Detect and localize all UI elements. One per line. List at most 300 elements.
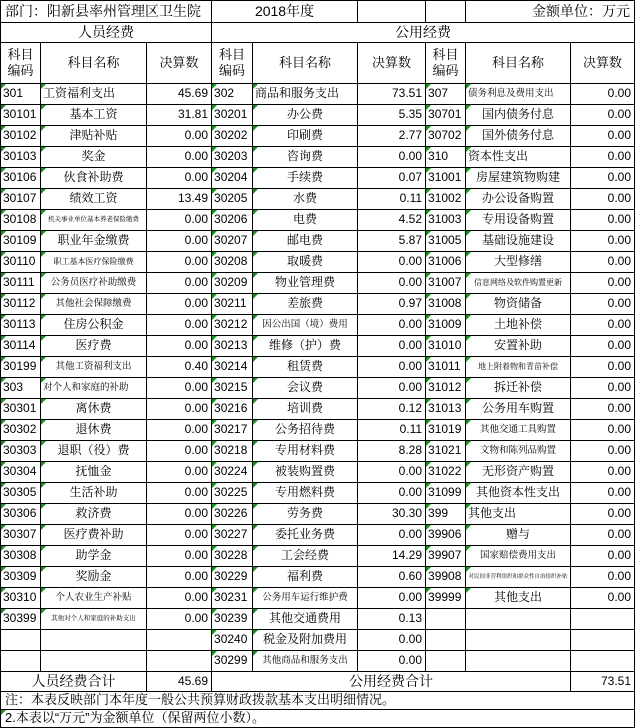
amount-cell: 45.69 (147, 84, 212, 105)
subject-code-cell: 30106 (1, 168, 41, 189)
subject-name-cell: 税金及附加费用 (253, 630, 358, 651)
subject-code-cell (426, 609, 466, 630)
subject-code-cell: 30306 (1, 504, 41, 525)
amount-cell: 4.52 (358, 210, 426, 231)
subject-code-cell: 30307 (1, 525, 41, 546)
subject-code-cell: 30702 (426, 126, 466, 147)
subject-code-cell: 31003 (426, 210, 466, 231)
column-header-name: 科目名称 (253, 43, 358, 84)
amount-cell: 0.00 (358, 525, 426, 546)
amount-cell: 0.00 (571, 294, 635, 315)
amount-cell: 0.00 (571, 252, 635, 273)
table-row (1, 231, 635, 252)
subject-name-cell: 维修（护）费 (253, 336, 358, 357)
subject-code-cell: 30304 (1, 462, 41, 483)
subject-name-cell: 物资储备 (466, 294, 571, 315)
table-row (1, 588, 635, 609)
subject-code-cell: 30211 (212, 294, 253, 315)
amount-cell: 73.51 (358, 84, 426, 105)
public-total-label: 公用经费合计 (212, 672, 571, 692)
subject-code-cell: 30228 (212, 546, 253, 567)
amount-cell: 2.77 (358, 126, 426, 147)
table-row (1, 651, 635, 672)
subject-code-cell: 31007 (426, 273, 466, 294)
subject-code-cell: 30213 (212, 336, 253, 357)
subject-name-cell: 商品和服务支出 (253, 84, 358, 105)
subject-name-cell: 无形资产购置 (466, 462, 571, 483)
subject-code-cell: 31022 (426, 462, 466, 483)
amount-cell: 0.00 (571, 336, 635, 357)
table-row (1, 168, 635, 189)
subject-name-cell: 住房公积金 (41, 315, 147, 336)
table-row (1, 609, 635, 630)
subject-code-cell: 31099 (426, 483, 466, 504)
subject-code-cell: 30229 (212, 567, 253, 588)
public-total-value: 73.51 (571, 672, 635, 692)
subject-name-cell: 公务招待费 (253, 420, 358, 441)
table-row (1, 441, 635, 462)
column-header-code: 科目编码 (1, 43, 41, 84)
subject-code-cell: 301 (1, 84, 41, 105)
amount-cell: 0.00 (147, 252, 212, 273)
amount-cell: 0.00 (571, 105, 635, 126)
subject-code-cell: 30299 (212, 651, 253, 672)
subject-code-cell: 30399 (1, 609, 41, 630)
amount-cell: 0.00 (571, 273, 635, 294)
amount-cell: 0.07 (358, 168, 426, 189)
note-line-2: 2.本表以“万元”为金额单位（保留两位小数）。 (1, 710, 635, 728)
amount-cell: 0.00 (571, 126, 635, 147)
subject-code-cell: 30208 (212, 252, 253, 273)
subject-name-cell: 其他对个人和家庭的补助支出 (41, 609, 147, 630)
subject-name-cell: 离休费 (41, 399, 147, 420)
amount-cell: 0.00 (147, 294, 212, 315)
subject-name-cell: 福利费 (253, 567, 358, 588)
amount-cell: 0.00 (147, 126, 212, 147)
column-header-amount: 决算数 (571, 43, 635, 84)
amount-cell: 0.97 (358, 294, 426, 315)
table-row (1, 147, 635, 168)
subject-code-cell: 30111 (1, 273, 41, 294)
amount-cell: 0.00 (147, 483, 212, 504)
subject-name-cell: 其他商品和服务支出 (253, 651, 358, 672)
amount-cell: 0.00 (147, 525, 212, 546)
subject-name-cell: 公务用车购置 (466, 399, 571, 420)
summary-row (1, 672, 635, 692)
note-row (1, 692, 635, 710)
subject-code-cell: 31005 (426, 231, 466, 252)
amount-cell: 0.00 (358, 588, 426, 609)
amount-cell: 0.00 (358, 483, 426, 504)
subject-name-cell: 绩效工资 (41, 189, 147, 210)
subject-name-cell: 电费 (253, 210, 358, 231)
subject-code-cell: 30308 (1, 546, 41, 567)
empty-cell (358, 1, 426, 23)
amount-cell: 0.00 (571, 399, 635, 420)
subject-name-cell: 咨询费 (253, 147, 358, 168)
subject-name-cell: 伙食补助费 (41, 168, 147, 189)
subject-name-cell: 机关事业单位基本养老保险缴费 (41, 210, 147, 231)
subject-name-cell: 抚恤金 (41, 462, 147, 483)
amount-cell: 0.00 (147, 378, 212, 399)
subject-name-cell: 对民间非营利组织和群众性自治组织补贴 (466, 567, 571, 588)
amount-cell: 0.00 (147, 315, 212, 336)
amount-cell: 14.29 (358, 546, 426, 567)
table-row (1, 525, 635, 546)
amount-cell: 0.00 (147, 168, 212, 189)
subject-name-cell: 职工基本医疗保险缴费 (41, 252, 147, 273)
subject-name-cell: 其他交通工具购置 (466, 420, 571, 441)
subject-code-cell: 30303 (1, 441, 41, 462)
subject-name-cell: 专用设备购置 (466, 210, 571, 231)
subject-name-cell: 资本性支出 (466, 147, 571, 168)
table-row (1, 462, 635, 483)
subject-name-cell: 专用燃料费 (253, 483, 358, 504)
subject-name-cell: 退休费 (41, 420, 147, 441)
subject-code-cell: 30203 (212, 147, 253, 168)
subject-name-cell: 助学金 (41, 546, 147, 567)
subject-name-cell: 个人农业生产补贴 (41, 588, 147, 609)
subject-name-cell: 生活补助 (41, 483, 147, 504)
table-row (1, 315, 635, 336)
subject-name-cell: 印刷费 (253, 126, 358, 147)
amount-cell: 0.00 (571, 462, 635, 483)
table-row (1, 504, 635, 525)
amount-cell: 0.00 (358, 147, 426, 168)
amount-cell: 0.00 (147, 546, 212, 567)
note-row (1, 710, 635, 728)
amount-cell (147, 651, 212, 672)
subject-name-cell: 取暖费 (253, 252, 358, 273)
amount-cell: 0.00 (358, 273, 426, 294)
amount-cell: 0.00 (147, 504, 212, 525)
subject-code-cell: 30302 (1, 420, 41, 441)
subject-code-cell: 30201 (212, 105, 253, 126)
personnel-section-title: 人员经费 (1, 23, 212, 43)
amount-cell: 0.00 (147, 147, 212, 168)
subject-name-cell: 职业年金缴费 (41, 231, 147, 252)
table-row (1, 84, 635, 105)
subject-name-cell: 土地补偿 (466, 315, 571, 336)
subject-code-cell: 31013 (426, 399, 466, 420)
subject-code-cell: 30215 (212, 378, 253, 399)
table-row (1, 252, 635, 273)
subject-code-cell: 30310 (1, 588, 41, 609)
amount-cell: 0.11 (358, 189, 426, 210)
amount-cell: 0.00 (358, 378, 426, 399)
subject-name-cell: 物业管理费 (253, 273, 358, 294)
subject-name-cell: 其他支出 (466, 588, 571, 609)
column-header-name: 科目名称 (466, 43, 571, 84)
amount-cell: 0.00 (147, 420, 212, 441)
table-row (1, 399, 635, 420)
table-row (1, 294, 635, 315)
subject-code-cell: 30224 (212, 462, 253, 483)
subject-code-cell: 31001 (426, 168, 466, 189)
amount-cell: 5.87 (358, 231, 426, 252)
subject-name-cell (466, 630, 571, 651)
amount-cell: 0.00 (571, 588, 635, 609)
subject-code-cell: 30209 (212, 273, 253, 294)
amount-cell: 0.00 (358, 315, 426, 336)
table-row (1, 189, 635, 210)
subject-name-cell: 奖金 (41, 147, 147, 168)
table-row (1, 567, 635, 588)
subject-name-cell: 工会经费 (253, 546, 358, 567)
table-row (1, 420, 635, 441)
subject-code-cell: 30239 (212, 609, 253, 630)
subject-name-cell: 其他支出 (466, 504, 571, 525)
subject-name-cell: 水费 (253, 189, 358, 210)
amount-cell (571, 630, 635, 651)
subject-name-cell: 奖励金 (41, 567, 147, 588)
subject-name-cell: 办公设备购置 (466, 189, 571, 210)
amount-cell (571, 609, 635, 630)
subject-name-cell: 安置补助 (466, 336, 571, 357)
amount-cell: 0.00 (147, 441, 212, 462)
subject-code-cell: 30101 (1, 105, 41, 126)
subject-name-cell: 劳务费 (253, 504, 358, 525)
subject-name-cell: 文物和陈列品购置 (466, 441, 571, 462)
subject-code-cell: 310 (426, 147, 466, 168)
personnel-total-label: 人员经费合计 (1, 672, 147, 692)
subject-code-cell: 30214 (212, 357, 253, 378)
subject-code-cell: 30301 (1, 399, 41, 420)
table-row (1, 630, 635, 651)
department-cell: 部门：阳新县率州管理区卫生院 (1, 1, 212, 23)
amount-cell: 0.00 (571, 315, 635, 336)
subject-name-cell: 津贴补贴 (41, 126, 147, 147)
table-row (1, 357, 635, 378)
subject-code-cell: 30206 (212, 210, 253, 231)
subject-code-cell: 30305 (1, 483, 41, 504)
year-cell: 2018年度 (212, 1, 358, 23)
subject-name-cell: 救济费 (41, 504, 147, 525)
subject-name-cell: 基本工资 (41, 105, 147, 126)
subject-code-cell: 30240 (212, 630, 253, 651)
amount-cell: 0.00 (358, 462, 426, 483)
unit-cell: 金额单位：万元 (466, 1, 635, 23)
section-title-row (1, 23, 635, 43)
subject-name-cell: 对个人和家庭的补助 (41, 378, 147, 399)
table-row (1, 336, 635, 357)
amount-cell: 0.00 (147, 588, 212, 609)
amount-cell: 31.81 (147, 105, 212, 126)
subject-code-cell: 31011 (426, 357, 466, 378)
column-header-row (1, 43, 635, 84)
subject-code-cell: 30107 (1, 189, 41, 210)
subject-name-cell: 因公出国（境）费用 (253, 315, 358, 336)
subject-code-cell: 30212 (212, 315, 253, 336)
subject-name-cell: 赠与 (466, 525, 571, 546)
column-header-name: 科目名称 (41, 43, 147, 84)
table-row (1, 483, 635, 504)
subject-name-cell: 其他交通费用 (253, 609, 358, 630)
title-row (1, 1, 635, 23)
table-row (1, 378, 635, 399)
subject-code-cell: 39907 (426, 546, 466, 567)
table-row (1, 546, 635, 567)
subject-code-cell (426, 651, 466, 672)
subject-name-cell: 退职（役）费 (41, 441, 147, 462)
subject-code-cell: 30309 (1, 567, 41, 588)
amount-cell: 0.00 (358, 357, 426, 378)
subject-code-cell: 31010 (426, 336, 466, 357)
subject-code-cell: 30227 (212, 525, 253, 546)
note-line-1: 注：本表反映部门本年度一般公共预算财政拨款基本支出明细情况。 (1, 692, 635, 710)
amount-cell: 0.00 (571, 525, 635, 546)
subject-name-cell: 邮电费 (253, 231, 358, 252)
amount-cell: 0.00 (571, 147, 635, 168)
subject-name-cell: 会议费 (253, 378, 358, 399)
subject-code-cell: 31006 (426, 252, 466, 273)
subject-code-cell: 30207 (212, 231, 253, 252)
subject-code-cell: 30205 (212, 189, 253, 210)
subject-code-cell: 307 (426, 84, 466, 105)
subject-name-cell: 租赁费 (253, 357, 358, 378)
subject-code-cell: 30110 (1, 252, 41, 273)
subject-name-cell: 差旅费 (253, 294, 358, 315)
subject-name-cell: 债务利息及费用支出 (466, 84, 571, 105)
subject-code-cell (1, 630, 41, 651)
subject-name-cell (41, 651, 147, 672)
subject-name-cell: 其他资本性支出 (466, 483, 571, 504)
amount-cell: 30.30 (358, 504, 426, 525)
amount-cell: 0.00 (358, 630, 426, 651)
subject-code-cell: 30216 (212, 399, 253, 420)
subject-code-cell: 31009 (426, 315, 466, 336)
subject-code-cell: 30226 (212, 504, 253, 525)
subject-code-cell (1, 651, 41, 672)
subject-code-cell: 31012 (426, 378, 466, 399)
subject-name-cell: 办公费 (253, 105, 358, 126)
amount-cell: 0.00 (571, 378, 635, 399)
subject-name-cell: 基础设施建设 (466, 231, 571, 252)
column-header-code: 科目编码 (212, 43, 253, 84)
amount-cell: 0.00 (147, 567, 212, 588)
subject-code-cell: 31021 (426, 441, 466, 462)
subject-name-cell: 工资福利支出 (41, 84, 147, 105)
subject-name-cell: 大型修缮 (466, 252, 571, 273)
subject-code-cell: 399 (426, 504, 466, 525)
subject-code-cell: 31019 (426, 420, 466, 441)
subject-name-cell (41, 630, 147, 651)
amount-cell: 0.00 (571, 483, 635, 504)
subject-code-cell: 30231 (212, 588, 253, 609)
amount-cell: 8.28 (358, 441, 426, 462)
subject-code-cell: 30102 (1, 126, 41, 147)
amount-cell: 0.00 (571, 84, 635, 105)
public-section-title: 公用经费 (212, 23, 635, 43)
subject-code-cell: 30112 (1, 294, 41, 315)
subject-name-cell (466, 651, 571, 672)
subject-code-cell: 31008 (426, 294, 466, 315)
subject-name-cell: 其他社会保障缴费 (41, 294, 147, 315)
amount-cell: 0.13 (358, 609, 426, 630)
column-header-code: 科目编码 (426, 43, 466, 84)
amount-cell: 0.00 (571, 420, 635, 441)
subject-code-cell: 39908 (426, 567, 466, 588)
subject-name-cell: 国内债务付息 (466, 105, 571, 126)
table-row (1, 105, 635, 126)
subject-code-cell: 303 (1, 378, 41, 399)
subject-name-cell: 培训费 (253, 399, 358, 420)
subject-name-cell: 被装购置费 (253, 462, 358, 483)
subject-code-cell: 30701 (426, 105, 466, 126)
subject-code-cell: 30204 (212, 168, 253, 189)
amount-cell: 0.40 (147, 357, 212, 378)
subject-name-cell: 公务用车运行维护费 (253, 588, 358, 609)
amount-cell: 0.00 (571, 546, 635, 567)
subject-name-cell: 医疗费补助 (41, 525, 147, 546)
subject-code-cell: 39906 (426, 525, 466, 546)
subject-name-cell (466, 609, 571, 630)
table-row (1, 273, 635, 294)
subject-name-cell: 地上附着物和青苗补偿 (466, 357, 571, 378)
amount-cell: 0.00 (358, 651, 426, 672)
amount-cell: 0.00 (147, 336, 212, 357)
amount-cell: 0.11 (358, 420, 426, 441)
subject-name-cell: 国外债务付息 (466, 126, 571, 147)
amount-cell: 0.00 (571, 189, 635, 210)
subject-code-cell (426, 630, 466, 651)
amount-cell: 0.00 (147, 399, 212, 420)
amount-cell (147, 630, 212, 651)
amount-cell: 0.00 (571, 168, 635, 189)
subject-code-cell: 31002 (426, 189, 466, 210)
subject-name-cell: 医疗费 (41, 336, 147, 357)
table-row (1, 210, 635, 231)
subject-code-cell: 30199 (1, 357, 41, 378)
table-row (1, 126, 635, 147)
amount-cell: 0.00 (147, 210, 212, 231)
amount-cell: 0.00 (147, 231, 212, 252)
subject-name-cell: 拆迁补偿 (466, 378, 571, 399)
amount-cell: 0.00 (571, 357, 635, 378)
amount-cell (571, 651, 635, 672)
amount-cell: 0.00 (147, 462, 212, 483)
subject-name-cell: 信息网络及软件购置更新 (466, 273, 571, 294)
amount-cell: 0.60 (358, 567, 426, 588)
amount-cell: 5.35 (358, 105, 426, 126)
subject-code-cell: 30108 (1, 210, 41, 231)
subject-code-cell: 30202 (212, 126, 253, 147)
amount-cell: 0.12 (358, 399, 426, 420)
amount-cell: 0.00 (571, 231, 635, 252)
subject-code-cell: 30225 (212, 483, 253, 504)
amount-cell: 0.00 (571, 567, 635, 588)
subject-name-cell: 公务员医疗补助缴费 (41, 273, 147, 294)
column-header-amount: 决算数 (147, 43, 212, 84)
subject-code-cell: 302 (212, 84, 253, 105)
amount-cell: 0.00 (358, 252, 426, 273)
amount-cell: 0.00 (571, 504, 635, 525)
subject-name-cell: 其他工资福利支出 (41, 357, 147, 378)
subject-code-cell: 30114 (1, 336, 41, 357)
subject-name-cell: 委托业务费 (253, 525, 358, 546)
amount-cell: 0.00 (358, 336, 426, 357)
subject-name-cell: 专用材料费 (253, 441, 358, 462)
subject-name-cell: 国家赔偿费用支出 (466, 546, 571, 567)
subject-name-cell: 手续费 (253, 168, 358, 189)
subject-code-cell: 30113 (1, 315, 41, 336)
amount-cell: 0.00 (147, 273, 212, 294)
amount-cell: 13.49 (147, 189, 212, 210)
amount-cell: 0.00 (571, 441, 635, 462)
subject-code-cell: 30103 (1, 147, 41, 168)
subject-code-cell: 30217 (212, 420, 253, 441)
subject-code-cell: 30109 (1, 231, 41, 252)
